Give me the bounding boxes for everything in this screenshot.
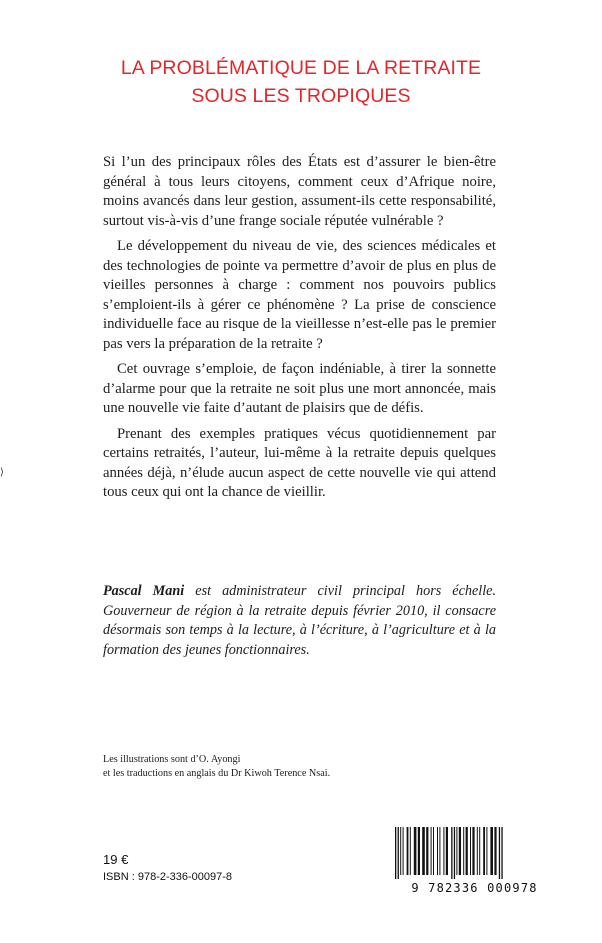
book-title bbox=[60, 54, 542, 110]
barcode-bars bbox=[391, 827, 558, 879]
price: 19 € bbox=[103, 852, 129, 867]
author-name: Pascal Mani bbox=[103, 583, 185, 599]
blurb-paragraph-4: Prenant des exemples pratiques vécus quotidiennement par certains retraités, l’auteur, lui-même à la retraite depuis quelques années déjà, n’élude aucun aspect de cette nouvelle vie qui attend tous ceux qui ont la chance de vieillir. bbox=[103, 425, 496, 500]
isbn: ISBN : 978-2-336-00097-8 bbox=[103, 871, 233, 883]
author-bio-text: est administrateur civil principal hors échelle. Gouverneur de région à la retraite depuis février 2010, il consacre désormais son temps à la lecture, à l’écriture, à l’agriculture et à la formation des jeunes fonctionnaires. bbox=[103, 583, 497, 658]
barcode-number: 9 782336 000978 bbox=[411, 881, 538, 895]
blurb-paragraph-3: Cet ouvrage s’emploie, de façon indéniable, à tirer la sonnette d’alarme pour que la retraite ne soit plus une mort annoncée, mais une nouvelle vie faite d’autant de plaisirs que de défis. bbox=[103, 361, 496, 416]
blurb-paragraph-1: Si l’un des principaux rôles des États est d’assurer le bien-être général à tous leurs citoyens, comment ceux d’Afrique noire, moins avancés dans leur gestion, assument-ils cette responsabilité, surtout vis-à-vis d’une frange sociale réputée vulnérable ? bbox=[103, 154, 496, 229]
blurb bbox=[103, 153, 496, 509]
credits-line-2: et les traductions en anglais du Dr Kiwoh Terence Nsai. bbox=[103, 768, 331, 779]
blurb-paragraph-2: Le développement du niveau de vie, des sciences médicales et des technologies de pointe va permettre d’avoir de plus en plus de vieilles personnes à charge : comment nos pouvoirs publics s’emploient-ils à gérer ce phénomène ? La prise de conscience individuelle face au risque de la vieillesse n’est-elle pas le premier pas vers la préparation de la retraite ? bbox=[103, 238, 496, 352]
title-line-2: SOUS LES TROPIQUES bbox=[191, 85, 411, 107]
edge-mark-icon: ⟩ bbox=[0, 467, 4, 478]
credits-line-1: Les illustrations sont d’O. Ayongi bbox=[103, 754, 241, 765]
title-line-1: LA PROBLÉMATIQUE DE LA RETRAITE bbox=[120, 57, 482, 79]
credits bbox=[103, 753, 443, 781]
author-bio bbox=[103, 582, 496, 660]
